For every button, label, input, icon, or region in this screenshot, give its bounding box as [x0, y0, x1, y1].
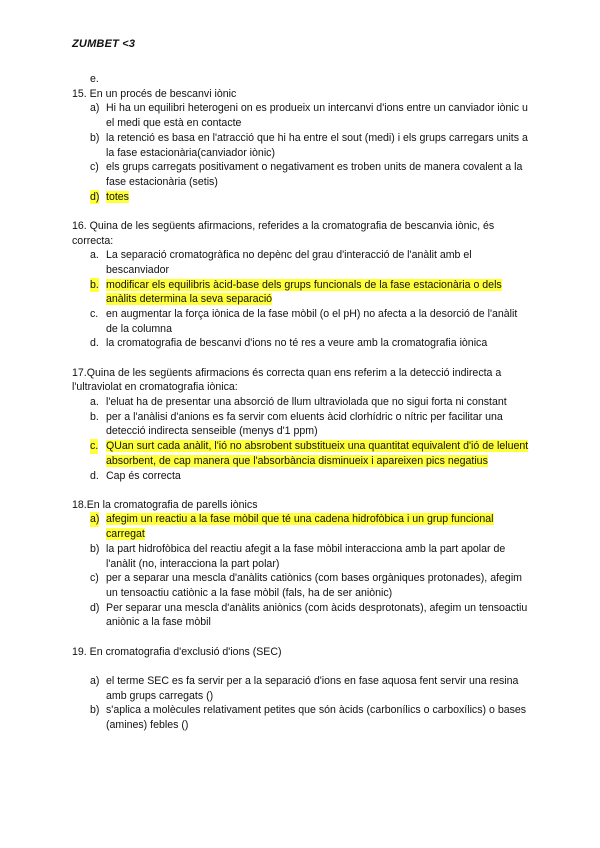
option-label: c. — [90, 440, 99, 453]
option-text: la retenció es basa en l'atracció que hi ha entre el sout (medi) i els grups carregars units a la fase estacionària(canviador iònic) — [106, 131, 528, 159]
option-label: b) — [90, 131, 100, 144]
question-title: 16. Quina de les següents afirmacions, referides a la cromatografia de bescanvia iònic, és correcta: — [72, 219, 495, 247]
question-19 — [72, 645, 532, 733]
option-text: QUan surt cada anàlit, l'ió no absrobent substitueix una quantitat equivalent d'ió de leluent absorbent, de cap manera que l'absorbància disminueix i apareixen pics negatius — [106, 440, 529, 467]
option-text: La separació cromatogràfica no depènc del grau d'interacció de l'anàlit amb el bescanviador — [106, 249, 472, 276]
option-item — [72, 248, 532, 277]
option-label: a. — [90, 249, 99, 262]
option-item — [72, 601, 532, 630]
option-item — [72, 571, 532, 600]
question-title: 18.En la cromatografia de parells iònics — [72, 498, 258, 511]
option-list — [72, 248, 532, 351]
option-text: la cromatografia de bescanvi d'ions no té res a veure amb la cromatografia iònica — [106, 337, 488, 350]
option-item — [72, 101, 532, 130]
option-item — [72, 336, 532, 351]
option-text: Hi ha un equilibri heterogeni on es produeix un intercanvi d'ions entre un canviador iònic u el medi que està en contacte — [106, 102, 528, 130]
document-body — [72, 72, 532, 733]
option-item — [72, 307, 532, 336]
option-text: per a separar una mescla d'anàlits catiònics (com bases orgàniques protonades), afegim un tensoactiu catiònic a la fase mòbil (fals, ha de ser aniònic) — [106, 572, 522, 599]
option-item — [72, 542, 532, 571]
option-text: s'aplica a molècules relativament petites que són àcids (carbonílics o carboxílics) o bases (amines) febles () — [106, 704, 527, 732]
option-label: b) — [90, 704, 100, 717]
option-item — [72, 703, 532, 732]
option-label: d. — [90, 469, 99, 482]
question-16 — [72, 219, 532, 351]
option-label: b. — [90, 410, 99, 423]
option-text: el terme SEC es fa servir per a la separació d'ions en fase aquosa fent servir una resina amb grups carregats () — [106, 674, 519, 702]
option-label: a) — [90, 102, 100, 115]
question-title: 19. En cromatografia d'exclusió d'ions (SEC) — [72, 645, 282, 658]
option-list — [72, 674, 532, 733]
option-label: c) — [90, 572, 99, 585]
option-text: modificar els equilibris àcid-base dels grups funcionals de la fase estacionària o dels anàlits determina la seva separació — [106, 278, 502, 306]
option-text: els grups carregats positivament o negativament es troben units de manera covalent a la fase estacionària (setis) — [106, 161, 523, 188]
option-text: la part hidrofòbica del reactiu afegit a la fase mòbil interacciona amb la part apolar de l'anàlit (no, interacciona la part polar) — [106, 542, 506, 570]
question-title: 15. En un procés de bescanvi iònic — [72, 87, 237, 100]
document-header: ZUMBET <3 — [72, 38, 136, 50]
option-text: Cap és correcta — [106, 469, 181, 482]
option-item-highlighted — [72, 190, 532, 205]
option-text: Per separar una mescla d'anàlits aniònics (com àcids desprotonats), afegim un tensoactiu aniònic a la fase mòbil — [106, 601, 528, 629]
option-label: a. — [90, 396, 99, 409]
option-list — [72, 395, 532, 483]
option-item-highlighted — [72, 512, 532, 541]
question-17 — [72, 366, 532, 484]
option-list — [72, 101, 532, 204]
option-label: c. — [90, 308, 99, 321]
option-label: a) — [90, 513, 100, 526]
option-text: per a l'anàlisi d'anions es fa servir com eluents àcid clorhídric o nítric per facilitar una detecció indirecta senseible (menys d'1 ppm) — [106, 410, 503, 438]
option-item — [72, 674, 532, 703]
option-list — [72, 512, 532, 630]
option-text: en augmentar la força iònica de la fase mòbil (o el pH) no afecta a la desorció de l'anàlit de la columna — [106, 308, 518, 335]
option-label: b. — [90, 278, 99, 291]
option-label: b) — [90, 542, 100, 555]
option-label: d) — [90, 601, 100, 614]
option-item — [72, 131, 532, 160]
option-item-highlighted — [72, 278, 532, 307]
option-item — [72, 395, 532, 410]
option-text: afegim un reactiu a la fase mòbil que té una cadena hidrofòbica i un grup funcional carregat — [106, 513, 494, 541]
question-title: 17.Quina de les següents afirmacions és correcta quan ens referim a la detecció indirecta a l'ultraviolat en cromatografia iònica: — [72, 366, 502, 394]
option-label: a) — [90, 674, 100, 687]
option-text: totes — [106, 190, 129, 203]
option-label: d. — [90, 337, 99, 350]
option-item-highlighted — [72, 439, 532, 468]
question-15 — [72, 87, 532, 205]
option-item — [72, 410, 532, 439]
option-item — [72, 160, 532, 189]
option-text: l'eluat ha de presentar una absorció de llum ultraviolada que no sigui forta ni constant — [106, 396, 507, 409]
option-item — [72, 469, 532, 484]
question-18 — [72, 498, 532, 630]
option-label: d) — [90, 190, 100, 203]
orphan-list-item: e. — [90, 73, 99, 85]
option-label: c) — [90, 161, 99, 174]
